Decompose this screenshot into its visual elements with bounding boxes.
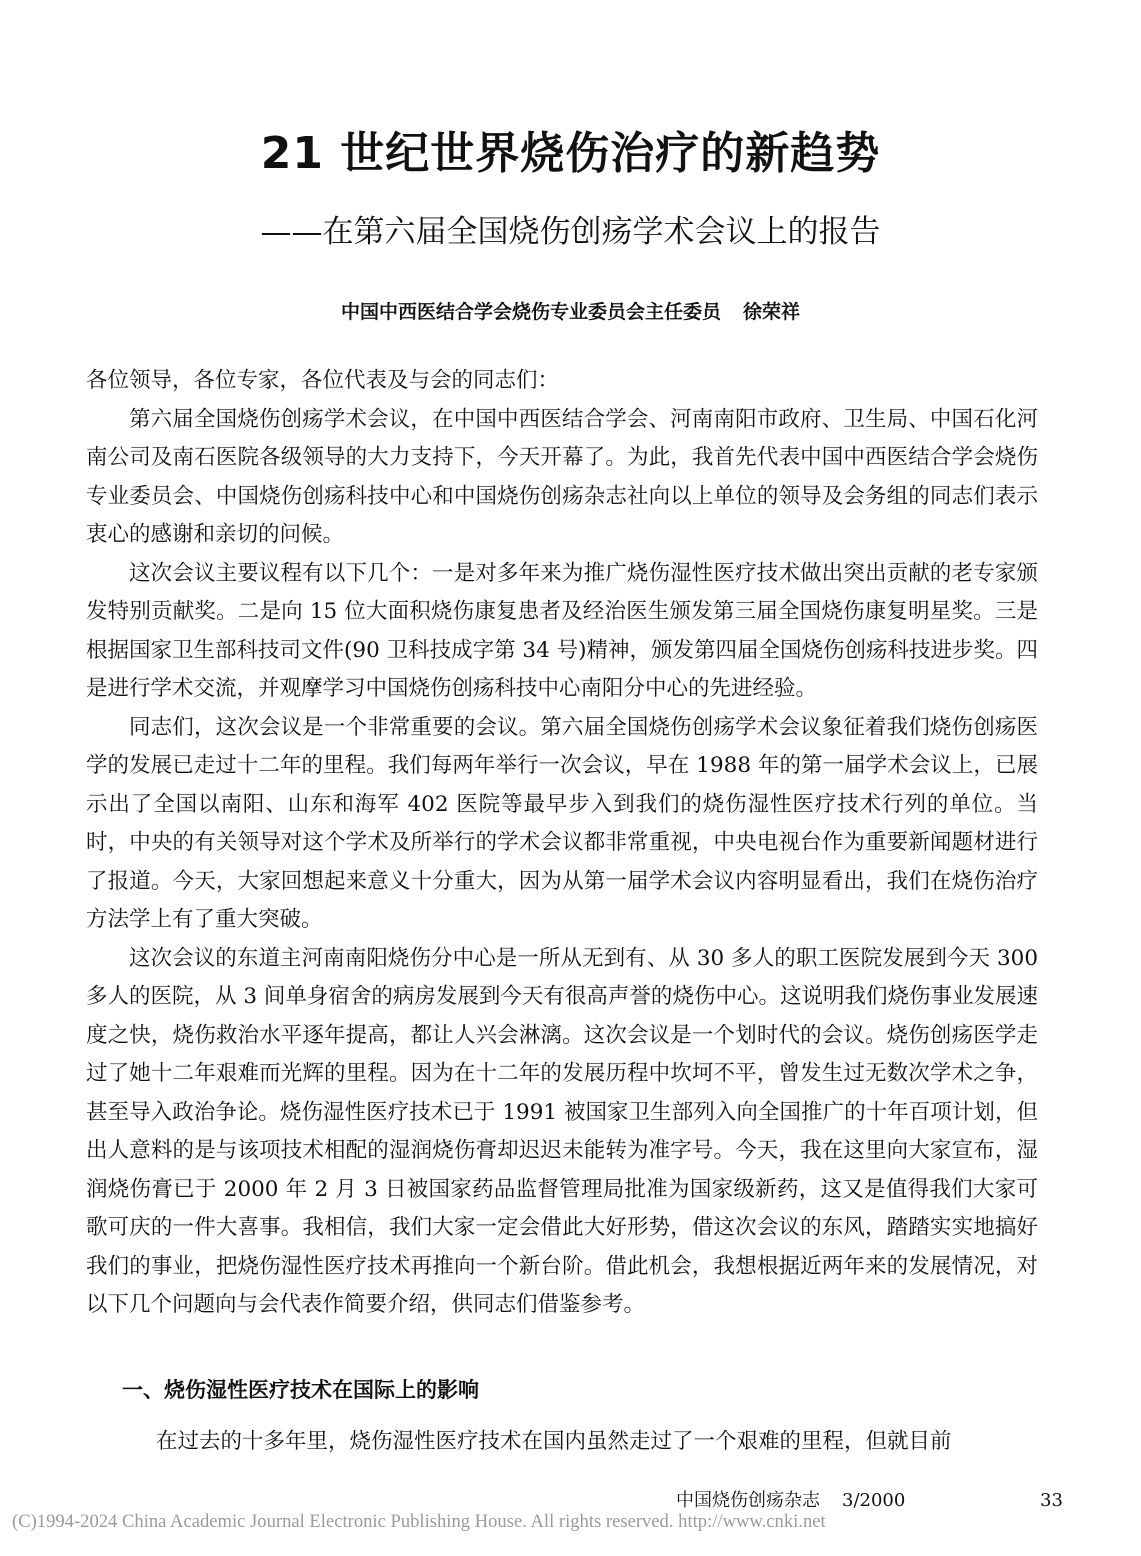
body-paragraph: 这次会议主要议程有以下几个：一是对多年来为推广烧伤湿性医疗技术做出突出贡献的老专家颁发特别贡献奖。二是向 15 位大面积烧伤康复患者及经治医生颁发第三届全国烧伤康复明星奖。三是根据国家卫生部科技司文件(90 卫科技成字第 34 号)精神，颁发第四届全国烧伤创疡科技进步奖。四是进行学术交流，并观摩学习中国烧伤创疡科技中心南阳分中心的先进经验。 bbox=[86, 560, 1038, 701]
journal-name: 中国烧伤创疡杂志 bbox=[676, 1490, 820, 1511]
body-paragraph: 同志们，这次会议是一个非常重要的会议。第六届全国烧伤创疡学术会议象征着我们烧伤创疡医学的发展已走过十二年的里程。我们每两年举行一次会议，早在 1988 年的第一届学术会议上，已展示出了全国以南阳、山东和海军 402 医院等最早步入到我们的烧伤湿性医疗技术行列的单位。当时，中央的有关领导对这个学术及所举行的学术会议都非常重视，中央电视台作为重要新闻题材进行了报道。今天，大家回想起来意义十分重大，因为从第一届学术会议内容明显看出，我们在烧伤治疗方法学上有了重大突破。 bbox=[86, 714, 1038, 932]
author-name: 徐荣祥 bbox=[743, 301, 801, 323]
greeting: 各位领导，各位专家，各位代表及与会的同志们： bbox=[86, 368, 560, 393]
section-heading: 一、烧伤湿性医疗技术在国际上的影响 bbox=[122, 1378, 479, 1402]
article-body bbox=[86, 362, 1038, 1325]
body-paragraph: 这次会议的东道主河南南阳烧伤分中心是一所从无到有、从 30 多人的职工医院发展到今天 300 多人的医院，从 3 间单身宿舍的病房发展到今天有很高声誉的烧伤中心。这说明我们烧伤事业发展速度之快，烧伤救治水平逐年提高，都让人兴会淋漓。这次会议是一个划时代的会议。烧伤创疡医学走过了她十二年艰难而光辉的里程。因为在十二年的发展历程中坎坷不平，曾发生过无数次学术之争，甚至导入政治争论。烧伤湿性医疗技术已于 1991 被国家卫生部列入向全国推广的十年百项计划，但出人意料的是与该项技术相配的湿润烧伤膏却迟迟未能转为准字号。今天，我在这里向大家宣布，湿润烧伤膏已于 2000 年 2 月 3 日被国家药品监督管理局批准为国家级新药，这又是值得我们大家可歌可庆的一件大喜事。我相信，我们大家一定会借此大好形势，借这次会议的东风，踏踏实实地搞好我们的事业，把烧伤湿性医疗技术再推向一个新台阶。借此机会，我想根据近两年来的发展情况，对以下几个问题向与会代表作简要介绍，供同志们借鉴参考。 bbox=[86, 945, 1038, 1317]
journal-issue: 3/2000 bbox=[842, 1490, 906, 1511]
body-paragraph-continued: 在过去的十多年里，烧伤湿性医疗技术在国内虽然走过了一个艰难的里程，但就目前 bbox=[156, 1429, 952, 1454]
author-affiliation: 中国中西医结合学会烧伤专业委员会主任委员 bbox=[340, 301, 721, 323]
page-number: 33 bbox=[1040, 1490, 1063, 1511]
article-subtitle: ——在第六届全国烧伤创疡学术会议上的报告 bbox=[260, 214, 881, 250]
author-line bbox=[0, 298, 1141, 326]
article-title: 21 世纪世界烧伤治疗的新趋势 bbox=[260, 128, 881, 179]
body-paragraph: 第六届全国烧伤创疡学术会议，在中国中西医结合学会、河南南阳市政府、卫生局、中国石化河南公司及南石医院各级领导的大力支持下，今天开幕了。为此，我首先代表中国中西医结合学会烧伤专业委员会、中国烧伤创疡科技中心和中国烧伤创疡杂志社向以上单位的领导及会务组的同志们表示衷心的感谢和亲切的问候。 bbox=[86, 406, 1038, 547]
copyright-notice: (C)1994-2024 China Academic Journal Electronic Publishing House. All rights reserved. http://www.cnki.net bbox=[12, 1511, 826, 1532]
